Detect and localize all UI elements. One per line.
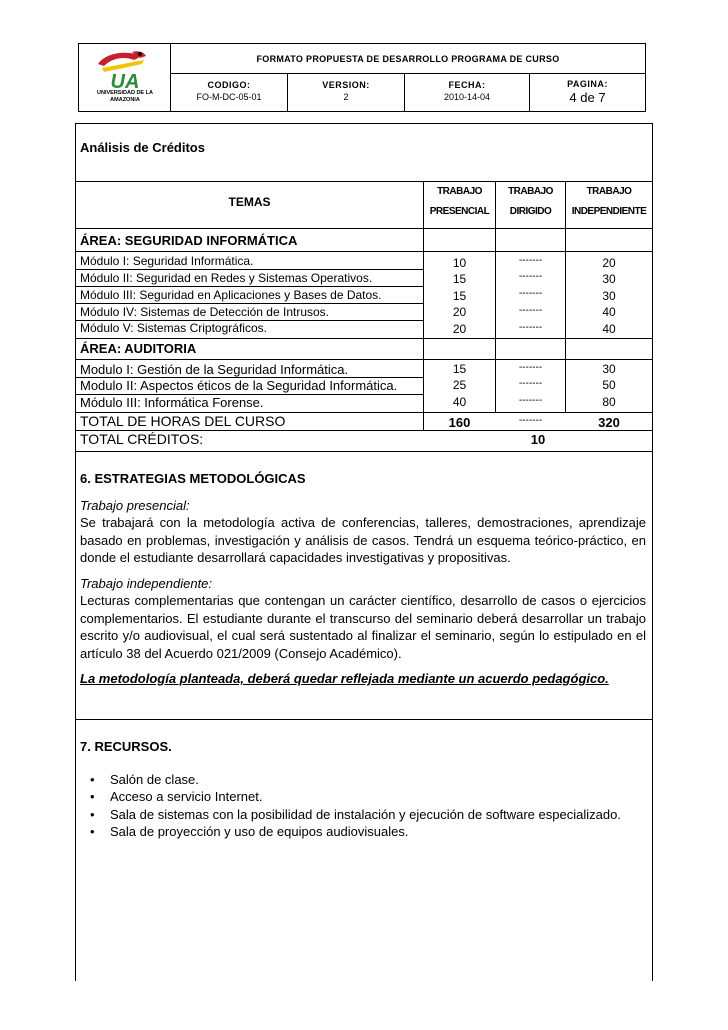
list-item bbox=[80, 823, 650, 840]
table-row: Módulo III: Seguridad en Aplicaciones y Bases de Datos. bbox=[80, 288, 382, 302]
total-creditos-label: TOTAL CRÉDITOS: bbox=[80, 431, 204, 447]
fecha-label: FECHA: bbox=[448, 80, 486, 90]
col-dirigido bbox=[496, 182, 565, 222]
table-row: Módulo III: Informática Forense. bbox=[80, 395, 264, 410]
pagina-label: PAGINA: bbox=[567, 79, 608, 89]
dirigido-value: ------- bbox=[518, 322, 543, 333]
table-row: Módulo I: Seguridad Informática. bbox=[80, 254, 254, 268]
total-horas-presencial: 160 bbox=[448, 415, 471, 430]
list-item-text: Salón de clase. bbox=[110, 772, 199, 787]
independiente-value: 30 bbox=[602, 272, 616, 286]
metodologia-note: La metodología planteada, deberá quedar reflejada mediante un acuerdo pedagógico. bbox=[80, 671, 609, 686]
presencial-value: 15 bbox=[452, 362, 467, 376]
dirigido-value: ------- bbox=[518, 305, 543, 316]
area2-heading: ÁREA: AUDITORIA bbox=[80, 341, 197, 356]
col-independiente-line1: TRABAJO bbox=[586, 186, 632, 197]
total-horas-dirigido: ------- bbox=[518, 415, 543, 426]
independiente-title: Trabajo independiente: bbox=[80, 576, 213, 591]
list-item bbox=[80, 788, 650, 805]
presencial-value: 20 bbox=[452, 322, 467, 336]
total-creditos-value: 10 bbox=[530, 432, 546, 447]
dirigido-value: ------- bbox=[518, 288, 543, 299]
list-item-text: Acceso a servicio Internet. bbox=[110, 789, 263, 805]
independiente-value: 30 bbox=[602, 362, 616, 376]
table-row: Módulo IV: Sistemas de Detección de Intrusos. bbox=[80, 305, 330, 319]
presencial-text: Se trabajará con la metodología activa de conferencias, talleres, demostraciones, aprendizaje basado en problemas, investigación y análisis de casos. Tendrá un esquema teórico-práctico, en donde el estudiante desarrollará capacidades investigativas y propositivas. bbox=[80, 515, 646, 565]
area1-heading: ÁREA: SEGURIDAD INFORMÁTICA bbox=[80, 233, 298, 248]
recursos-heading: 7. RECURSOS. bbox=[80, 739, 172, 754]
independiente-value: 40 bbox=[602, 322, 616, 336]
dirigido-value: ------- bbox=[518, 271, 543, 282]
dirigido-value: ------- bbox=[518, 395, 543, 406]
independiente-text: Lecturas complementarias que contengan un carácter científico, desarrollo de casos o ejercicios complementarios. El estudiante durante el transcurso del seminario deberá desarrollar un trabajo escrito y/o audiovisual, el cual será sustentado al finalizar el seminario, según lo estipulado en el artículo 38 del Acuerdo 021/2009 (Consejo Académico). bbox=[80, 593, 646, 661]
independiente-value: 20 bbox=[602, 256, 616, 270]
total-horas-label: TOTAL DE HORAS DEL CURSO bbox=[80, 413, 286, 429]
table-row: Modulo II: Aspectos éticos de la Seguridad Informática. bbox=[80, 378, 398, 393]
col-independiente bbox=[566, 182, 652, 222]
fecha-value: 2010-14-04 bbox=[443, 92, 491, 102]
recursos-list bbox=[80, 771, 650, 841]
presencial-value: 20 bbox=[452, 305, 467, 319]
codigo-value: FO-M-DC-05-01 bbox=[196, 92, 262, 102]
list-item-text: Sala de sistemas con la posibilidad de instalación y ejecución de software especializado. bbox=[110, 806, 621, 822]
version-value: 2 bbox=[343, 92, 349, 102]
col-presencial-line1: TRABAJO bbox=[437, 186, 482, 197]
presencial-value: 15 bbox=[452, 272, 467, 286]
col-presencial-line2: PRESENCIAL bbox=[429, 206, 490, 217]
table-row: Modulo I: Gestión de la Seguridad Informática. bbox=[80, 362, 349, 377]
list-item-text: Sala de proyección y uso de equipos audiovisuales. bbox=[110, 824, 409, 840]
table-row: Módulo V: Sistemas Criptográficos. bbox=[80, 321, 267, 335]
bullet-icon: • bbox=[90, 806, 95, 822]
col-independiente-line2: INDEPENDIENTE bbox=[571, 206, 647, 217]
col-presencial bbox=[424, 182, 495, 222]
bullet-icon: • bbox=[90, 772, 95, 787]
list-item bbox=[80, 771, 650, 788]
pagina-value: 4 de 7 bbox=[569, 90, 606, 105]
independiente-value: 30 bbox=[602, 289, 616, 303]
codigo-label: CODIGO: bbox=[207, 80, 251, 90]
bullet-icon: • bbox=[90, 824, 95, 840]
presencial-title: Trabajo presencial: bbox=[80, 498, 190, 513]
form-title: FORMATO PROPUESTA DE DESARROLLO PROGRAMA DE CURSO bbox=[256, 54, 560, 64]
table-row: Módulo II: Seguridad en Redes y Sistemas Operativos. bbox=[80, 271, 373, 285]
presencial-value: 10 bbox=[452, 256, 467, 270]
total-horas-independiente: 320 bbox=[598, 415, 620, 430]
dirigido-value: ------- bbox=[518, 362, 543, 373]
col-dirigido-line1: TRABAJO bbox=[508, 186, 553, 197]
logo-mark: UA bbox=[110, 71, 140, 93]
col-temas: TEMAS bbox=[228, 195, 271, 209]
estrategias-heading: 6. ESTRATEGIAS METODOLÓGICAS bbox=[80, 471, 306, 486]
presencial-value: 25 bbox=[452, 378, 467, 392]
col-dirigido-line2: DIRIGIDO bbox=[509, 206, 552, 217]
independiente-value: 50 bbox=[602, 378, 616, 392]
bullet-icon: • bbox=[90, 789, 95, 805]
independiente-value: 80 bbox=[602, 395, 616, 409]
presencial-value: 40 bbox=[452, 395, 467, 409]
dirigido-value: ------- bbox=[518, 255, 543, 266]
creditos-heading: Análisis de Créditos bbox=[80, 140, 205, 155]
dirigido-value: ------- bbox=[518, 378, 543, 389]
version-label: VERSION: bbox=[322, 80, 370, 90]
list-item bbox=[80, 806, 650, 823]
university-logo bbox=[84, 46, 166, 108]
presencial-value: 15 bbox=[452, 289, 467, 303]
independiente-value: 40 bbox=[602, 305, 616, 319]
logo-caption: UNIVERSIDAD DE LA AMAZONIA bbox=[97, 90, 153, 103]
